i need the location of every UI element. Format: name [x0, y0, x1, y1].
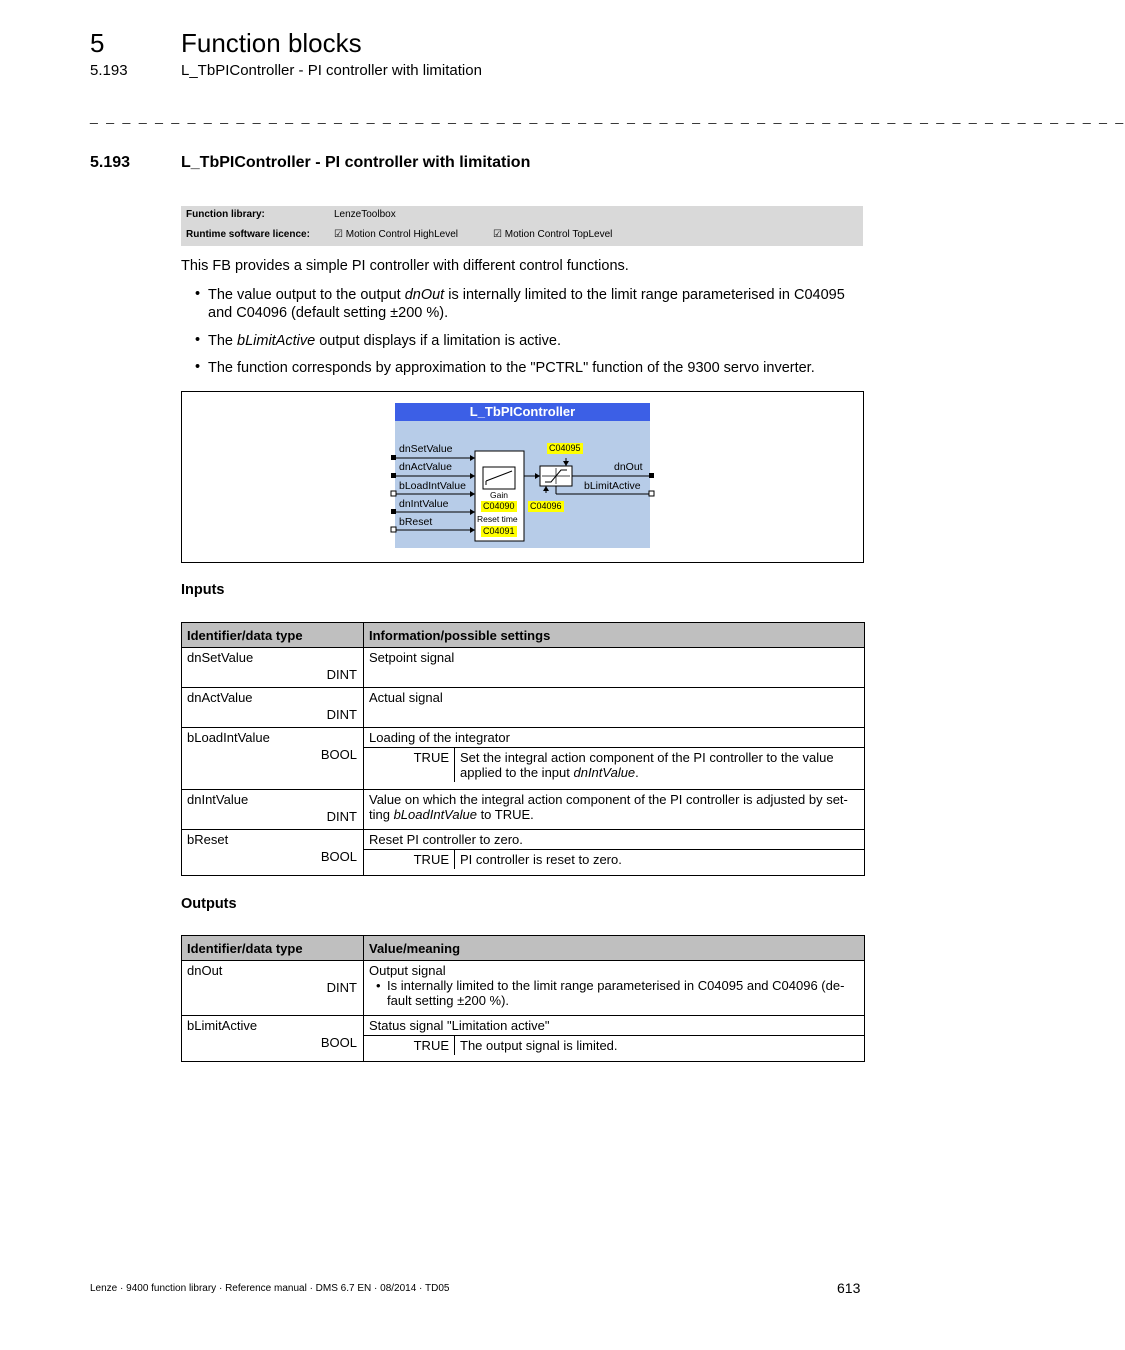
- intro-text: This FB provides a simple PI controller with different control functions.: [181, 258, 629, 274]
- bullet-text: output displays if a limitation is active.: [315, 333, 561, 349]
- output-blimitactive: bLimitActive: [584, 480, 641, 492]
- column-header: Identifier/data type: [182, 623, 364, 648]
- inputs-table: [181, 622, 865, 876]
- data-type: BOOL: [320, 849, 357, 864]
- data-type: BOOL: [320, 747, 357, 762]
- identifier-name: bLoadIntValue: [187, 730, 270, 745]
- info-cell: [364, 830, 865, 876]
- table-row: [182, 688, 865, 728]
- info-cell: [364, 790, 865, 830]
- identifier-cell: [182, 688, 364, 728]
- reset-time-label: Reset time: [477, 514, 518, 524]
- value-meaning: The output signal is limited.: [455, 1036, 865, 1056]
- library-label: Function library:: [186, 209, 265, 220]
- table-row: [182, 961, 865, 1016]
- function-block-title: L_TbPIController: [395, 403, 650, 421]
- identifier-cell: [182, 1016, 364, 1062]
- info-text: Loading of the integrator: [369, 730, 510, 745]
- value-key: TRUE: [364, 1036, 455, 1056]
- licence-toplevel: ☑ Motion Control TopLevel: [493, 229, 613, 240]
- data-type: DINT: [326, 809, 357, 824]
- column-header: Value/meaning: [364, 936, 865, 961]
- chapter-number: 5: [90, 28, 105, 58]
- input-breset: bReset: [399, 516, 433, 528]
- section-title: L_TbPIController - PI controller with limitation: [181, 154, 531, 171]
- identifier-cell: [182, 830, 364, 876]
- chapter-title: Function blocks: [181, 28, 362, 58]
- bullet-text: The function corresponds by approximation to the "PCTRL" function of the 9300 servo inverter.: [208, 360, 815, 376]
- bullet-emphasis: dnOut: [404, 287, 445, 303]
- input-bloadintvalue: bLoadIntValue: [399, 480, 466, 492]
- bullet-text: is internally limited to the limit range parameterised in C04095 and C04096 (default setting ±200 %).: [208, 287, 845, 321]
- info-bullet: • Is internally limited to the limit range parameterised in C04095 and C04096 (de-fault setting ±200 %).: [376, 978, 845, 1008]
- value-text: Set the integral action component of the PI controller to the value applied to the input: [460, 750, 834, 780]
- table-header-row: [182, 623, 865, 648]
- input-dnintvalue: dnIntValue: [399, 498, 449, 510]
- table-row: [182, 830, 865, 876]
- info-bullet-text: Is internally limited to the limit range parameterised in C04095 and C04096 (de-fault setting ±200 %).: [387, 978, 845, 1008]
- block-wiring: [395, 403, 650, 548]
- data-type: DINT: [326, 667, 357, 682]
- value-emphasis: dnIntValue: [573, 765, 636, 780]
- info-cell: Actual signal: [364, 688, 865, 728]
- info-cell: [364, 1016, 865, 1062]
- table-row: [182, 648, 865, 688]
- bullet-emphasis: bLimitActive: [237, 333, 316, 349]
- header-section-title: L_TbPIController - PI controller with limitation: [181, 62, 482, 79]
- table-row: [182, 790, 865, 830]
- identifier-cell: [182, 728, 364, 790]
- identifier-cell: [182, 961, 364, 1016]
- data-type: BOOL: [320, 1035, 357, 1050]
- value-subtable: [364, 849, 864, 869]
- info-cell: [364, 961, 865, 1016]
- reset-time-code: C04091: [483, 526, 515, 536]
- identifier-name: bReset: [187, 832, 229, 847]
- value-meaning: PI controller is reset to zero.: [455, 850, 865, 870]
- identifier-name: dnOut: [187, 963, 223, 978]
- table-row: [182, 1016, 865, 1062]
- bullet-item: • The bLimitActive output displays if a limitation is active.: [195, 332, 561, 349]
- value-subtable: [364, 747, 864, 782]
- value-key: TRUE: [364, 850, 455, 870]
- data-type: DINT: [326, 707, 357, 722]
- bullet-item: • The value output to the output dnOut is internally limited to the limit range parameterised in C04095 and C04096 (default setting ±200 %).: [195, 286, 845, 321]
- output-dnout: dnOut: [614, 461, 643, 473]
- data-type: DINT: [326, 980, 357, 995]
- info-text: Output signal: [369, 963, 446, 978]
- info-text: Value on which the integral action component of the PI controller is adjusted by set-ting: [369, 792, 848, 822]
- outputs-heading: Outputs: [181, 896, 237, 912]
- column-header: Information/possible settings: [364, 623, 865, 648]
- column-header: Identifier/data type: [182, 936, 364, 961]
- info-cell: Setpoint signal: [364, 648, 865, 688]
- table-row: [182, 728, 865, 790]
- identifier-name: dnActValue: [187, 690, 253, 705]
- gain-code: C04090: [483, 501, 515, 511]
- gain-label: Gain: [490, 490, 508, 500]
- footer-text: Lenze · 9400 function library · Reference manual · DMS 6.7 EN · 08/2014 · TD05: [90, 1283, 450, 1294]
- licence-label: Runtime software licence:: [186, 229, 310, 240]
- info-text: Reset PI controller to zero.: [369, 832, 523, 847]
- function-block: [395, 403, 650, 548]
- licence-highlevel: ☑ Motion Control HighLevel: [334, 229, 459, 240]
- identifier-cell: [182, 790, 364, 830]
- identifier-name: bLimitActive: [187, 1018, 258, 1033]
- table-header-row: [182, 936, 865, 961]
- input-dnactvalue: dnActValue: [399, 461, 452, 473]
- identifier-name: dnIntValue: [187, 792, 249, 807]
- value-meaning: [455, 748, 865, 783]
- identifier-name: dnSetValue: [187, 650, 254, 665]
- input-dnsetvalue: dnSetValue: [399, 443, 453, 455]
- value-text: .: [635, 765, 639, 780]
- value-subtable: [364, 1035, 864, 1055]
- limit-top-code: C04095: [549, 443, 581, 453]
- inputs-heading: Inputs: [181, 582, 225, 598]
- info-text: Status signal "Limitation active": [369, 1018, 550, 1033]
- outputs-table: [181, 935, 865, 1062]
- bullet-item: • The function corresponds by approximation to the "PCTRL" function of the 9300 servo inverter.: [195, 359, 865, 379]
- info-cell: [364, 728, 865, 790]
- header-divider: _ _ _ _ _ _ _ _ _ _ _ _ _ _ _ _ _ _ _ _ _ _ _ _ _ _ _ _ _ _ _ _ _ _ _ _ _ _ _ _ _ _ _ _ _ _ _ _ _ _ _ _ _ _ _ _ _ _ _ _ _ _ _ _: [90, 108, 1125, 124]
- identifier-cell: [182, 648, 364, 688]
- bullet-text: The value output to the output: [208, 287, 405, 303]
- library-info-box: [181, 206, 863, 246]
- info-text: to TRUE.: [476, 807, 534, 822]
- limit-bottom-code: C04096: [530, 501, 562, 511]
- library-value: LenzeToolbox: [334, 209, 396, 220]
- function-block-figure: [181, 391, 864, 563]
- page-number: 613: [837, 1280, 861, 1296]
- bullet-text: The: [208, 333, 238, 349]
- value-key: TRUE: [364, 748, 455, 783]
- header-section-number: 5.193: [90, 62, 128, 79]
- info-emphasis: bLoadIntValue: [393, 807, 477, 822]
- section-number: 5.193: [90, 154, 131, 171]
